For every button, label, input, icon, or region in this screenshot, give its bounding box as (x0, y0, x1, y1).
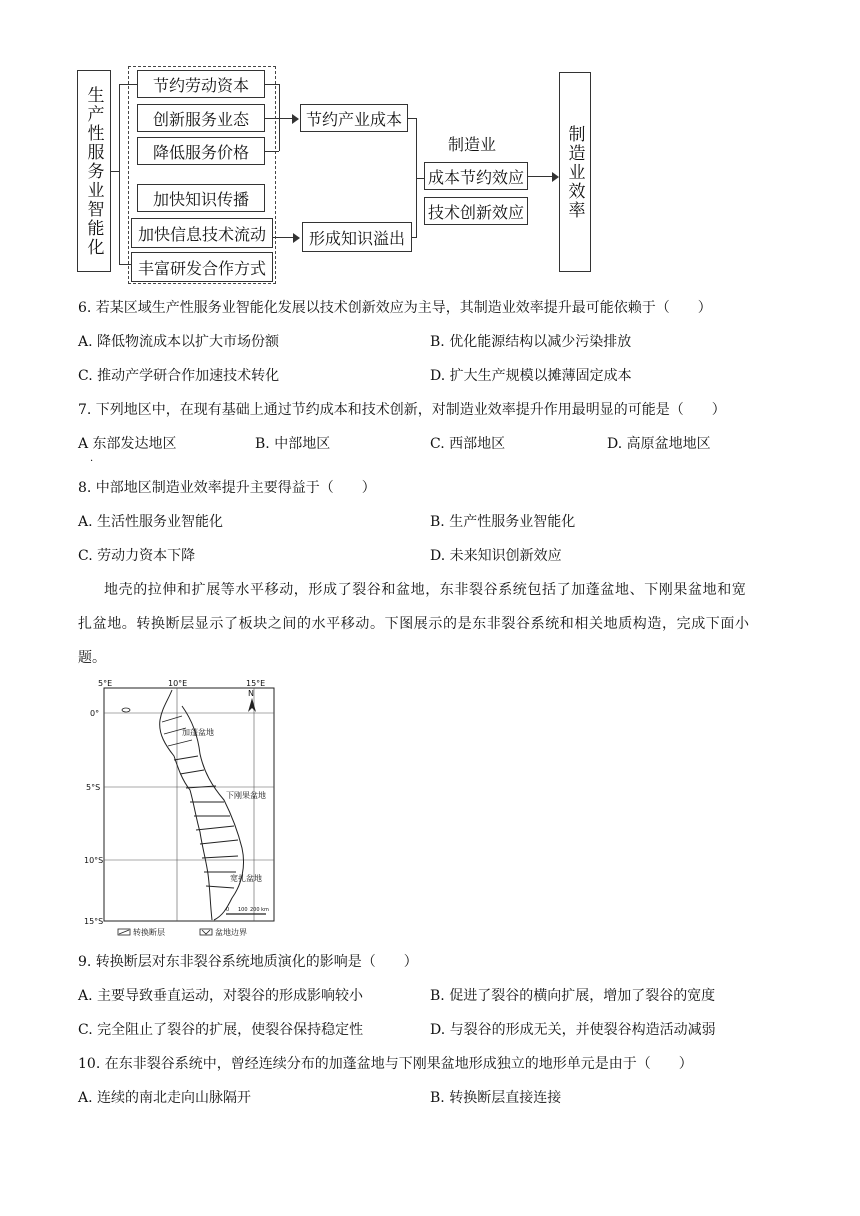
north-label: N (248, 689, 254, 698)
option[interactable]: A. 生活性服务业智能化 (78, 514, 224, 530)
option[interactable]: A. 连续的南北走向山脉隔开 (78, 1090, 252, 1106)
option[interactable]: D. 扩大生产规模以摊薄固定成本 (430, 368, 632, 384)
rift-map (82, 676, 282, 946)
factor-box: 节约劳动资本 (137, 70, 265, 98)
connector (265, 118, 279, 119)
passage-line: 扎盆地。转换断层显示了板块之间的水平移动。下图展示的是东非裂谷系统和相关地质构造，完成下面小 (78, 616, 750, 632)
connector (111, 171, 119, 172)
option[interactable]: D. 与裂谷的形成无关，并使裂谷构造活动减弱 (430, 1022, 716, 1038)
lat-label: 0° (90, 709, 100, 718)
connector (416, 178, 424, 179)
connector (408, 118, 416, 119)
scale-label: 100 (238, 907, 248, 913)
connector (265, 84, 279, 85)
factor-box: 降低服务价格 (137, 137, 265, 165)
arrow-head (293, 233, 300, 243)
connector (273, 237, 295, 238)
effect-tech-innovation: 技术创新效应 (424, 197, 528, 225)
lat-label: 10°S (84, 856, 104, 865)
connector (265, 151, 279, 152)
mid-box-cost: 节约产业成本 (300, 104, 408, 132)
legend-fault-label: 转换断层 (133, 928, 165, 937)
basin-label-kwanza: 宽扎盆地 (230, 874, 262, 883)
manufacturing-label: 制造业 (448, 135, 497, 154)
question-10-stem: 10. 在东非裂谷系统中，曾经连续分布的加蓬盆地与下刚果盆地形成独立的地形单元是由于（ ） (78, 1056, 693, 1072)
option[interactable]: C. 劳动力资本下降 (78, 548, 196, 564)
question-8-stem: 8. 中部地区制造业效率提升主要得益于（ ） (78, 480, 376, 496)
question-6-stem: 6. 若某区域生产性服务业智能化发展以技术创新效应为主导，其制造业效率提升最可能依赖于（ ） (78, 300, 712, 316)
option[interactable]: A. 降低物流成本以扩大市场份额 (78, 334, 280, 350)
legend-basin-label: 盆地边界 (215, 928, 247, 937)
option[interactable]: B. 优化能源结构以减少污染排放 (430, 334, 632, 350)
map-frame (104, 688, 274, 921)
factor-box: 加快信息技术流动 (131, 218, 273, 248)
option[interactable]: D. 未来知识创新效应 (430, 548, 562, 564)
lon-label: 10°E (168, 679, 188, 688)
factor-box: 加快知识传播 (137, 184, 265, 212)
option[interactable]: C. 推动产学研合作加速技术转化 (78, 368, 280, 384)
factor-box: 创新服务业态 (137, 104, 265, 132)
option[interactable]: A 东部发达地区 (78, 436, 177, 452)
scale-label: 200 km (250, 907, 269, 913)
question-9-stem: 9. 转换断层对东非裂谷系统地质演化的影响是（ ） (78, 954, 418, 970)
option[interactable]: C. 西部地区 (430, 436, 506, 452)
lon-label: 15°E (246, 679, 266, 688)
result-box: 制造业效率 (559, 72, 591, 272)
passage-line: 地壳的拉伸和扩展等水平移动，形成了裂谷和盆地，东非裂谷系统包括了加蓬盆地、下刚果盆地和宽 (104, 582, 747, 598)
option[interactable]: D. 高原盆地地区 (607, 436, 711, 452)
option[interactable]: B. 生产性服务业智能化 (430, 514, 576, 530)
option[interactable]: C. 完全阻止了裂谷的扩展，使裂谷保持稳定性 (78, 1022, 364, 1038)
passage-line: 题。 (78, 650, 106, 666)
dot-mark: · (90, 456, 94, 467)
option[interactable]: A. 主要导致垂直运动，对裂谷的形成影响较小 (78, 988, 364, 1004)
lon-label: 5°E (98, 679, 113, 688)
option[interactable]: B. 促进了裂谷的横向扩展，增加了裂谷的宽度 (430, 988, 716, 1004)
basin-label-lower-congo: 下刚果盆地 (226, 791, 266, 800)
mid-box-knowledge: 形成知识溢出 (302, 222, 412, 252)
basin-boundary (182, 706, 244, 920)
option[interactable]: B. 中部地区 (255, 436, 331, 452)
connector (528, 176, 554, 177)
north-arrow-icon (248, 698, 256, 712)
coastline (160, 690, 212, 920)
connector (119, 84, 120, 264)
arrow-head (552, 172, 559, 182)
scale-label: 0 (226, 907, 230, 913)
basin-label-gabon: 加蓬盆地 (182, 728, 214, 737)
option[interactable]: B. 转换断层直接连接 (430, 1090, 562, 1106)
island (122, 708, 130, 712)
arrow-head (292, 114, 299, 124)
effect-cost-saving: 成本节约效应 (424, 162, 528, 190)
diagram-left-label: 生产性服务业智能化 (77, 70, 111, 272)
factor-box: 丰富研发合作方式 (131, 252, 273, 282)
question-7-stem: 7. 下列地区中，在现有基础上通过节约成本和技术创新，对制造业效率提升作用最明显的可能是（ ） (78, 402, 726, 418)
lat-label: 5°S (86, 783, 101, 792)
lat-label: 15°S (84, 917, 104, 926)
transform-faults (162, 716, 238, 888)
